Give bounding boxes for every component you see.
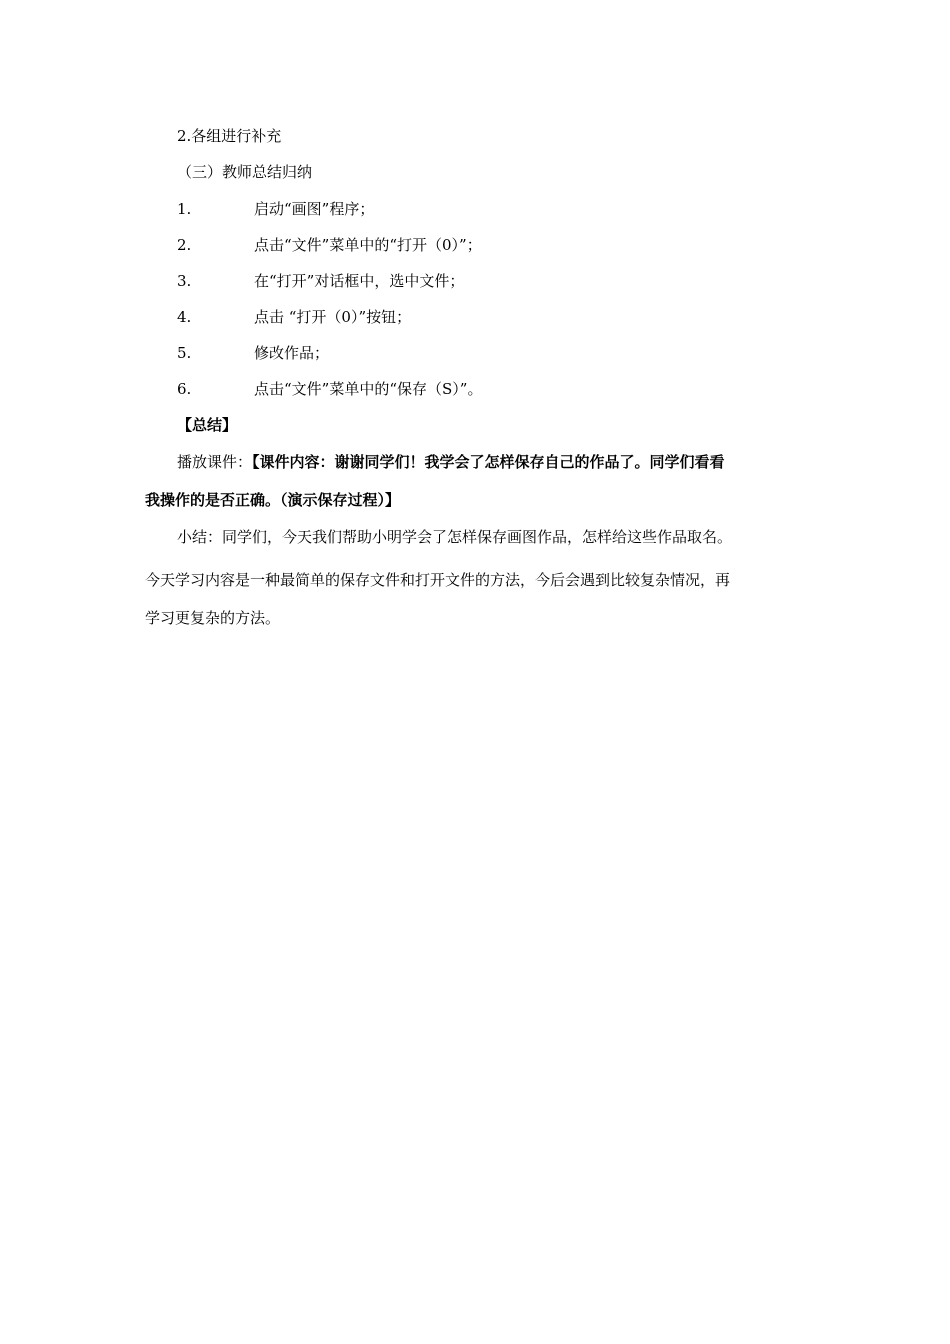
conclusion-line-3: 学习更复杂的方法。 <box>145 609 281 627</box>
courseware-content: 【课件内容：谢谢同学们！我学会了怎样保存自己的作品了。同学们看看 <box>252 453 725 471</box>
summary-heading: 【总结】 <box>177 416 238 434</box>
step-number: 3. <box>177 272 192 290</box>
step-number: 1. <box>177 200 192 218</box>
step-number: 4. <box>177 308 192 326</box>
step-number: 6. <box>177 380 192 398</box>
courseware-line-2: 我操作的是否正确。（演示保存过程）】 <box>145 491 401 509</box>
step-text: 点击“文件”菜单中的“打开（0）”； <box>254 236 482 254</box>
section-supplement: 2.各组进行补充 <box>177 127 282 145</box>
conclusion-line-2: 今天学习内容是一种最简单的保存文件和打开文件的方法，今后会遇到比较复杂情况，再 <box>145 571 731 589</box>
teacher-summary-heading: （三）教师总结归纳 <box>177 163 313 181</box>
courseware-line-1 <box>177 452 725 472</box>
step-text: 点击 “打开（0）”按钮； <box>254 308 412 326</box>
step-number: 2. <box>177 236 192 254</box>
step-text: 点击“文件”菜单中的“保存（S）”。 <box>254 380 483 398</box>
step-number: 5. <box>177 344 192 362</box>
conclusion-line-1: 小结：同学们，今天我们帮助小明学会了怎样保存画图作品，怎样给这些作品取名。 <box>177 528 733 546</box>
courseware-label: 播放课件： <box>177 453 253 471</box>
step-text: 启动“画图”程序； <box>254 200 375 218</box>
step-text: 修改作品； <box>254 344 330 362</box>
step-text: 在“打开”对话框中，选中文件； <box>254 272 465 290</box>
